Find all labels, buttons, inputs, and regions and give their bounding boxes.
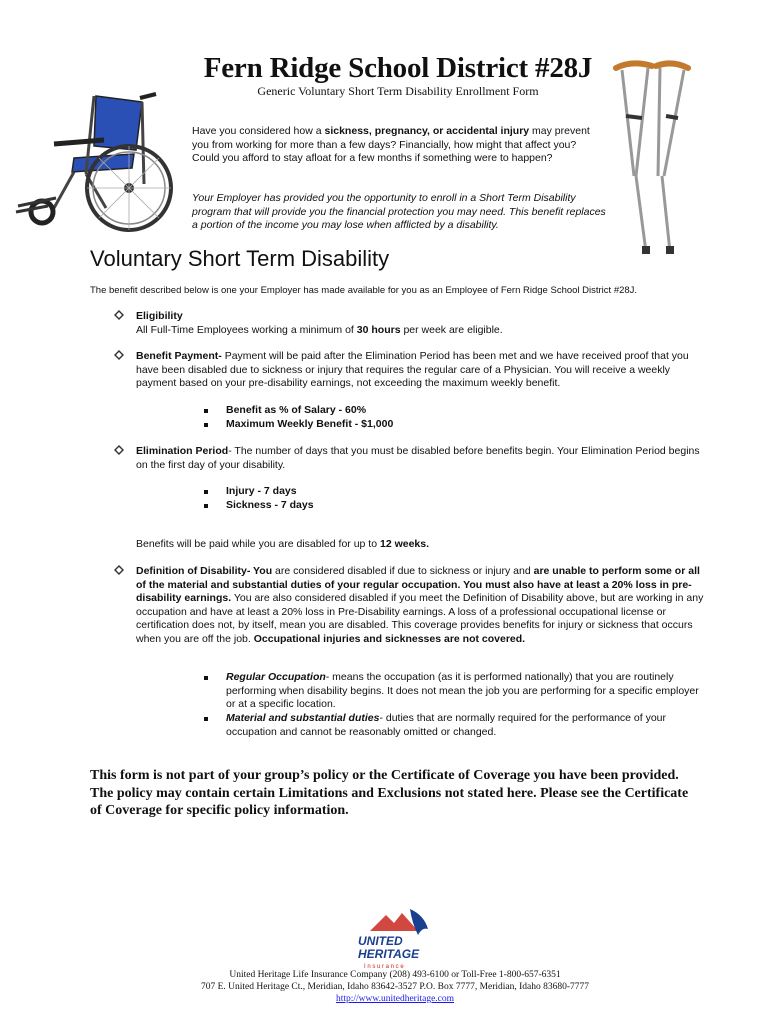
page-title: Fern Ridge School District #28J xyxy=(203,52,593,84)
united-heritage-logo xyxy=(352,905,442,975)
logo-line1: UNITED xyxy=(358,934,403,948)
definition-of-disability-item: Definition of Disability- You are considered disabled if due to sickness or injury and are unable to perform some or all of the material and substantial duties of your regular occupation. You must also have at least a 20% loss in pre-disability earnings. You are also considered disabled if you meet the Definition of Disability above, but are working in any occupation and have at least a 20% loss in Pre-Disability earnings. A loss of a professional occupational license or certification does not, by itself, mean you are disabled. This coverage provides benefits for injury or sickness that occurs when you are off the job. Occupational injuries and sicknesses are not covered. xyxy=(136,565,704,645)
section-heading: Voluntary Short Term Disability xyxy=(90,246,390,271)
list-item: Benefit as % of Salary - 60% xyxy=(204,404,704,418)
benefit-payment-item: Benefit Payment- Payment will be paid after the Elimination Period has been met and we have received proof that you have been disabled due to sickness or injury that requires the regular care of a Physician. You will receive a weekly payment based on your pre-disability earnings, not exceeding the maximum weekly benefit. xyxy=(136,350,689,389)
wheelchair-image xyxy=(14,88,174,238)
benefit-duration: Benefits will be paid while you are disabled for up to 12 weeks. xyxy=(136,538,430,550)
logo-line3: I n s u r a n c e xyxy=(364,964,404,970)
diamond-bullet-icon xyxy=(114,445,124,455)
page-subtitle: Generic Voluntary Short Term Disability Enrollment Form xyxy=(257,84,539,98)
list-item: Material and substantial duties- duties that are normally required for the performance of your occupation and cannot be reasonably omitted or changed. xyxy=(204,712,704,739)
intro-paragraph: Have you considered how a sickness, pregnancy, or accidental injury may prevent you from working for more than a few days? Financially, how might that affect you? Could you afford to stay afloat for a few months if something were to happen? xyxy=(192,125,590,164)
list-item: Sickness - 7 days xyxy=(204,499,704,513)
employer-paragraph: Your Employer has provided you the opportunity to enroll in a Short Term Disability program that will provide you the financial protection you may need. This benefit replaces a portion of the income you may lose when afflicted by a disability. xyxy=(192,192,606,231)
footer-address: 707 E. United Heritage Ct., Meridian, Idaho 83642-3527 P.O. Box 7777, Meridian, Idaho 83680-7777 xyxy=(200,982,590,992)
diamond-bullet-icon xyxy=(114,350,124,360)
crutches-image xyxy=(612,56,692,256)
list-item: Regular Occupation- means the occupation (as it is performed nationally) that you are routinely performing when disability begins. It does not mean the job you are performing for a specific employer or at a specific location. xyxy=(204,671,704,712)
list-item: Injury - 7 days xyxy=(204,485,704,499)
list-item: Maximum Weekly Benefit - $1,000 xyxy=(204,418,704,432)
elimination-period-item: Elimination Period- The number of days that you must be disabled before benefits begin. Your Elimination Period begins on the first day of your disability. xyxy=(136,445,700,471)
disclaimer: This form is not part of your group’s policy or the Certificate of Coverage you have been provided. The policy may contain certain Limitations and Exclusions not stated here. Please see the Certificate of Coverage for specific policy information. xyxy=(90,768,689,818)
section-lead: The benefit described below is one your Employer has made available for you as an Employee of Fern Ridge School District #28J. xyxy=(90,285,638,296)
diamond-bullet-icon xyxy=(114,310,124,320)
eligibility-item: Eligibility All Full-Time Employees working a minimum of 30 hours per week are eligible. xyxy=(136,310,503,336)
footer-contact: United Heritage Life Insurance Company (208) 493-6100 or Toll-Free 1-800-657-6351 xyxy=(229,970,561,980)
logo-line2: HERITAGE xyxy=(358,947,420,961)
footer-website-link[interactable]: http://www.unitedheritage.com xyxy=(335,994,455,1004)
footer xyxy=(150,969,640,1005)
diamond-bullet-icon xyxy=(114,565,124,575)
